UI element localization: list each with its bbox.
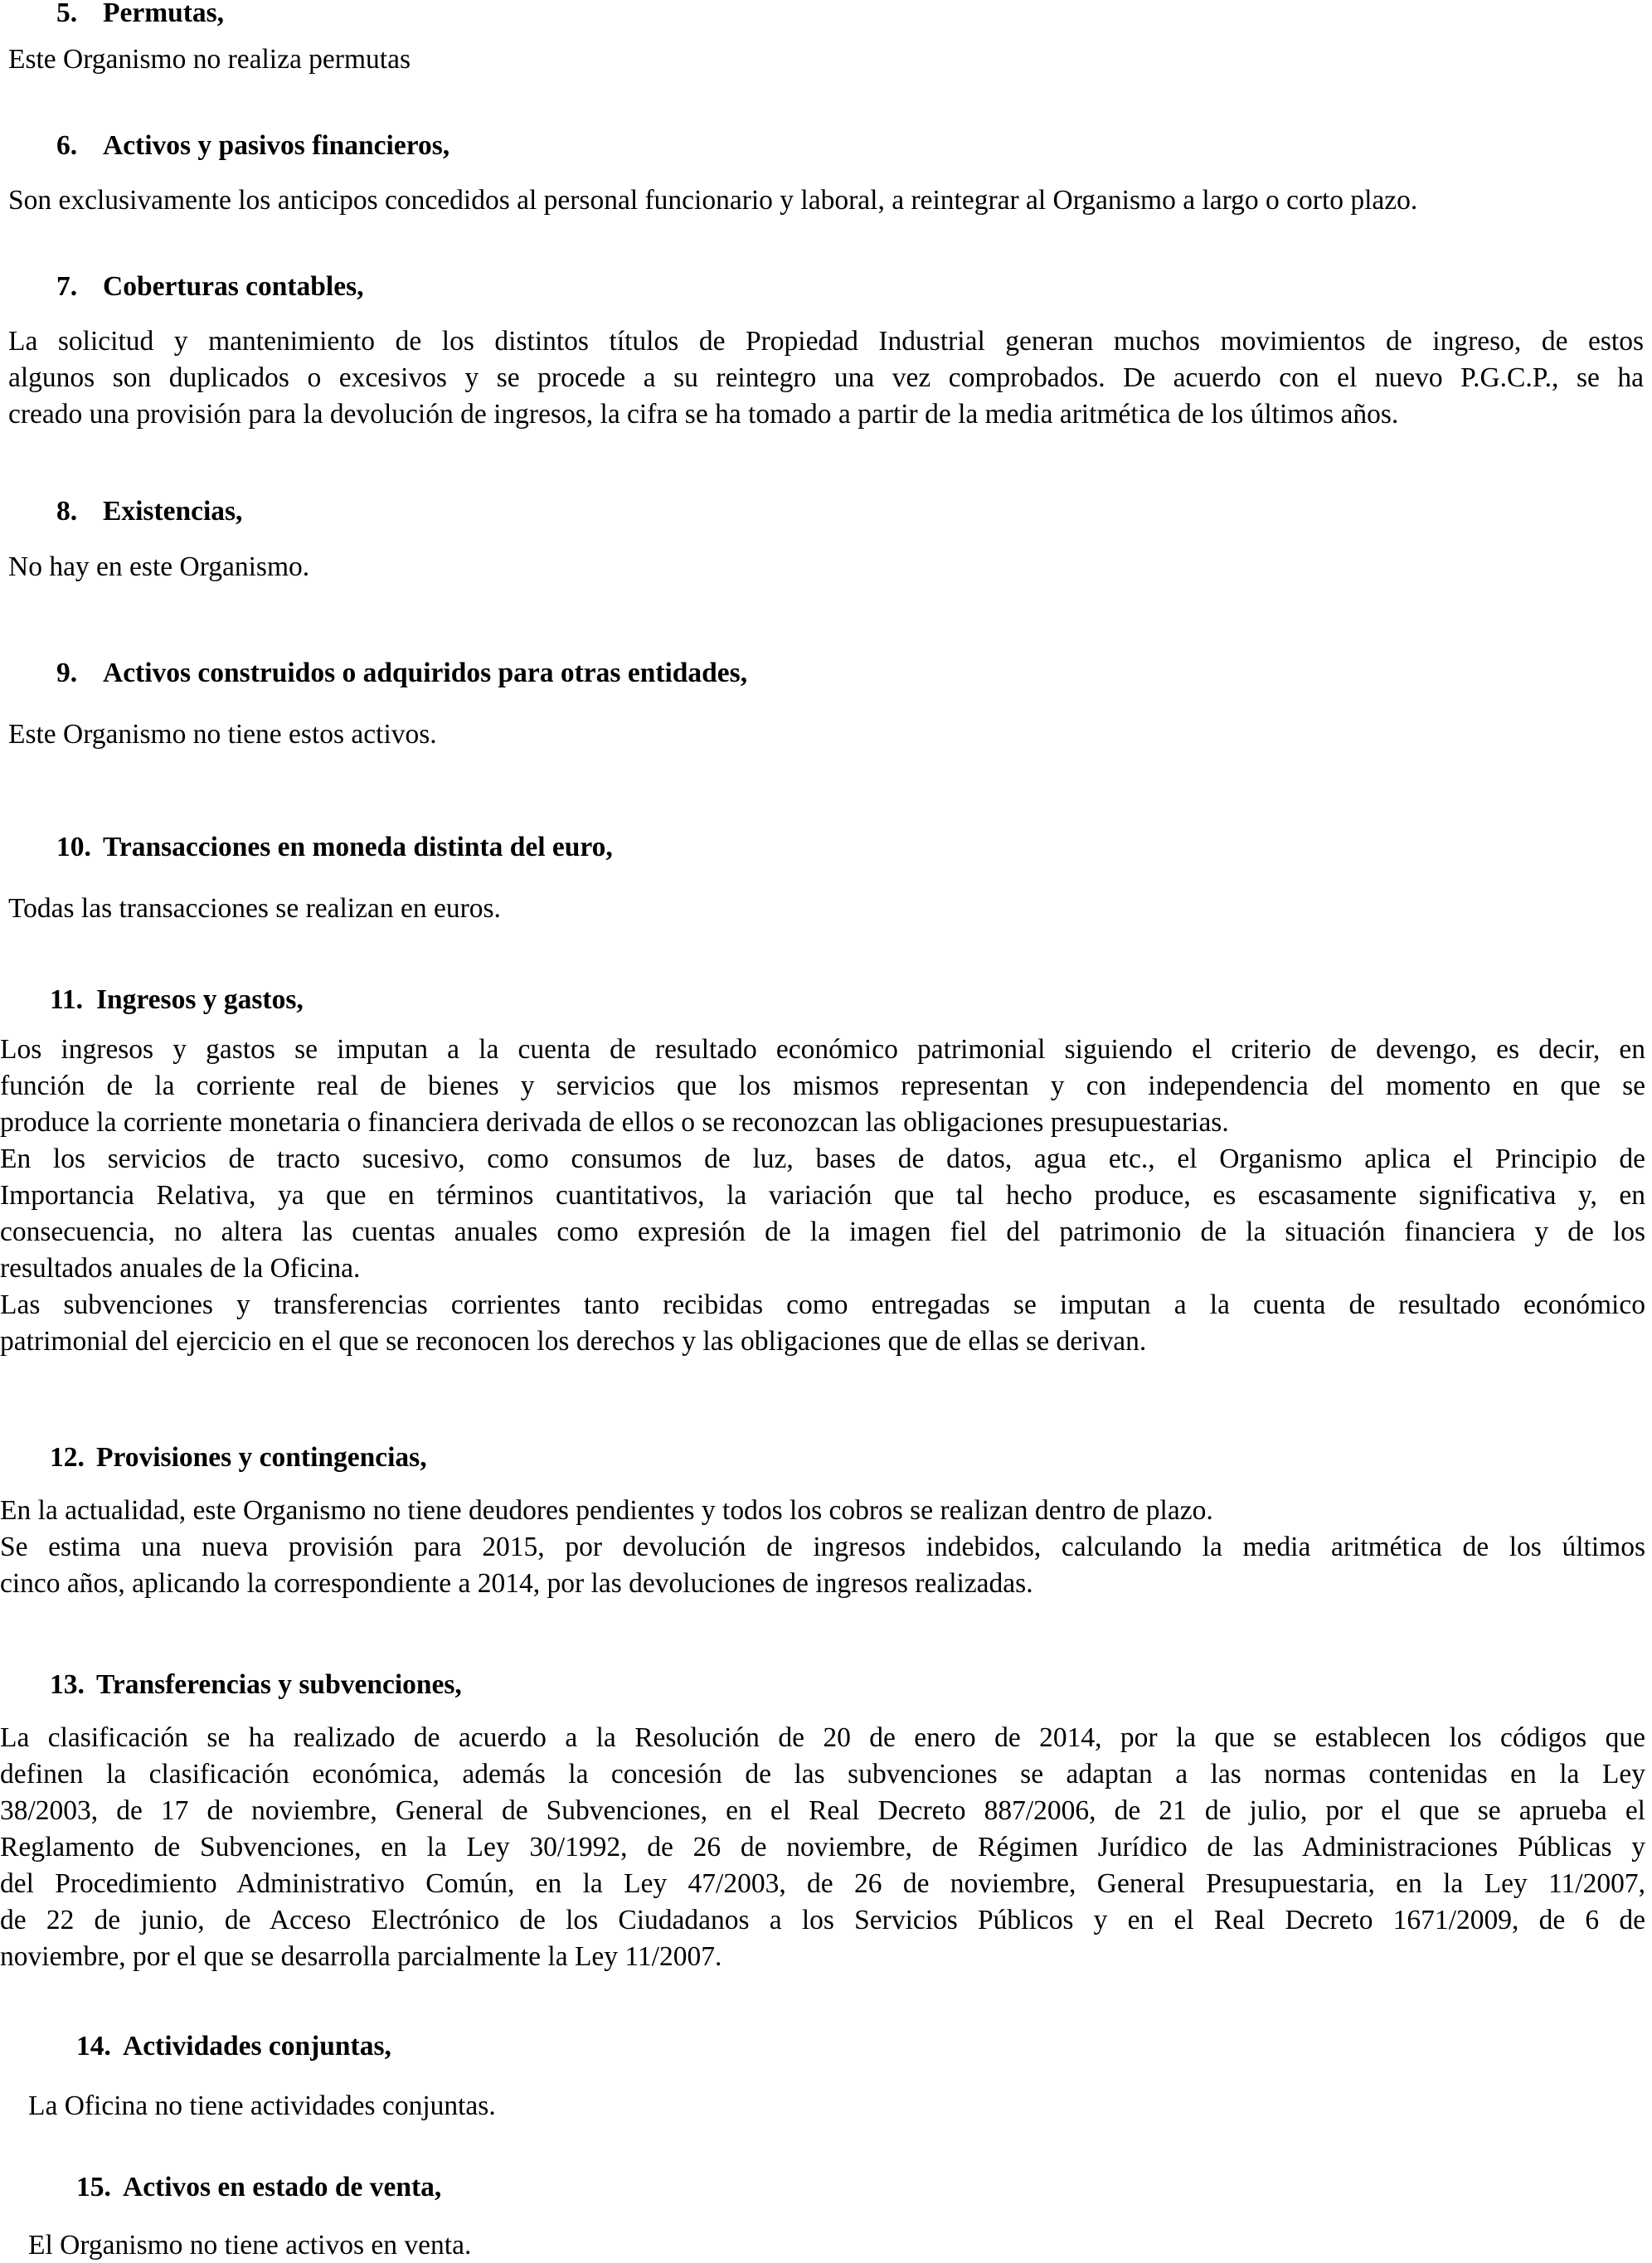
section-body: El Organismo no tiene activos en venta. xyxy=(28,2230,472,2261)
section-heading xyxy=(76,2171,441,2204)
section-title: Transacciones en moneda distinta del euro, xyxy=(103,832,613,862)
body-line: En la actualidad, este Organismo no tiene deudores pendientes y todos los cobros se realizan dentro de plazo. xyxy=(0,1495,1213,1526)
body-line: En los servicios de tracto sucesivo, como consumos de luz, bases de datos, agua etc., el Organismo aplica el Principio de xyxy=(0,1144,1645,1174)
body-line: creado una provisión para la devolución de ingresos, la cifra se ha tomado a partir de la media aritmética de los últimos años. xyxy=(8,399,1399,430)
section-title: Existencias, xyxy=(103,496,243,527)
body-line: resultados anuales de la Oficina. xyxy=(0,1253,361,1284)
section-heading xyxy=(56,831,613,864)
body-line: Importancia Relativa, ya que en términos cuantitativos, la variación que tal hecho produce, es escasamente significativa y, en xyxy=(0,1180,1645,1211)
body-line: La solicitud y mantenimiento de los distintos títulos de Propiedad Industrial generan muchos movimientos de ingreso, de estos xyxy=(8,326,1644,357)
section-number: 10. xyxy=(56,832,91,862)
section-number: 6. xyxy=(56,130,78,161)
body-line: del Procedimiento Administrativo Común, en la Ley 47/2003, de 26 de noviembre, General Presupuestaria, en la Ley 11/2007, xyxy=(0,1868,1645,1899)
body-line: 38/2003, de 17 de noviembre, General de Subvenciones, en el Real Decreto 887/2006, de 21 de julio, por el que se aprueba el xyxy=(0,1795,1645,1826)
section-title: Activos en estado de venta, xyxy=(123,2172,442,2202)
body-line: Reglamento de Subvenciones, en la Ley 30/1992, de 26 de noviembre, de Régimen Jurídico de las Administraciones Públicas y xyxy=(0,1832,1645,1862)
section-body xyxy=(0,1493,1645,1602)
body-line: consecuencia, no altera las cuentas anuales como expresión de la imagen fiel del patrimonio de la situación financiera y de los xyxy=(0,1216,1645,1247)
section-title: Provisiones y contingencias, xyxy=(96,1442,427,1473)
section-title: Ingresos y gastos, xyxy=(96,984,304,1015)
section-heading xyxy=(56,129,449,163)
section-number: 11. xyxy=(50,984,84,1015)
body-line: produce la corriente monetaria o financiera derivada de ellos o se reconozcan las obligaciones presupuestarias. xyxy=(0,1107,1229,1138)
section-title: Activos construidos o adquiridos para otras entidades, xyxy=(103,658,748,688)
section-body: No hay en este Organismo. xyxy=(8,551,310,582)
section-number: 12. xyxy=(50,1442,85,1473)
section-body: Son exclusivamente los anticipos concedidos al personal funcionario y laboral, a reintegrar al Organismo a largo o corto plazo. xyxy=(8,185,1418,216)
section-title: Activos y pasivos financieros, xyxy=(103,130,450,161)
section-number: 15. xyxy=(76,2172,111,2202)
section-heading xyxy=(56,0,224,30)
body-line: algunos son duplicados o excesivos y se procede a su reintegro una vez comprobados. De acuerdo con el nuevo P.G.C.P., se ha xyxy=(8,362,1644,393)
body-line: Las subvenciones y transferencias corrientes tanto recibidas como entregadas se imputan a la cuenta de resultado económico xyxy=(0,1289,1645,1320)
section-title: Permutas, xyxy=(103,0,225,28)
section-title: Actividades conjuntas, xyxy=(123,2031,391,2061)
section-heading xyxy=(56,495,242,528)
body-line: Se estima una nueva provisión para 2015, por devolución de ingresos indebidos, calculando la media aritmética de los últimos xyxy=(0,1532,1645,1562)
section-number: 8. xyxy=(56,496,78,527)
section-heading xyxy=(50,983,304,1017)
section-heading xyxy=(56,657,747,690)
section-body: La Oficina no tiene actividades conjuntas. xyxy=(28,2091,496,2121)
section-body xyxy=(0,1032,1645,1360)
body-line: de 22 de junio, de Acceso Electrónico de los Ciudadanos a los Servicios Públicos y en el Real Decreto 1671/2009, de 6 de xyxy=(0,1905,1645,1935)
body-line: cinco años, aplicando la correspondiente a 2014, por las devoluciones de ingresos realizadas. xyxy=(0,1568,1033,1599)
section-body: Este Organismo no tiene estos activos. xyxy=(8,719,437,750)
section-number: 9. xyxy=(56,658,78,688)
section-number: 7. xyxy=(56,271,78,302)
section-heading xyxy=(76,2030,391,2063)
body-line: definen la clasificación económica, además la concesión de las subvenciones se adaptan a las normas contenidas en la Ley xyxy=(0,1759,1645,1790)
section-body xyxy=(8,323,1644,433)
section-number: 13. xyxy=(50,1669,85,1700)
body-line: función de la corriente real de bienes y servicios que los mismos representan y con independencia del momento en que se xyxy=(0,1071,1645,1101)
body-line: La clasificación se ha realizado de acuerdo a la Resolución de 20 de enero de 2014, por la que se establecen los códigos que xyxy=(0,1722,1645,1753)
section-heading xyxy=(56,270,364,304)
body-line: Los ingresos y gastos se imputan a la cuenta de resultado económico patrimonial siguiendo el criterio de devengo, es decir, en xyxy=(0,1034,1645,1065)
section-body: Todas las transacciones se realizan en euros. xyxy=(8,893,501,924)
section-title: Transferencias y subvenciones, xyxy=(96,1669,462,1700)
body-line: noviembre, por el que se desarrolla parcialmente la Ley 11/2007. xyxy=(0,1941,722,1972)
section-body xyxy=(0,1720,1645,1975)
section-heading xyxy=(50,1441,427,1474)
body-line: patrimonial del ejercicio en el que se reconocen los derechos y las obligaciones que de ellas se derivan. xyxy=(0,1326,1147,1357)
section-number: 14. xyxy=(76,2031,111,2061)
section-heading xyxy=(50,1668,462,1702)
section-title: Coberturas contables, xyxy=(103,271,364,302)
section-body: Este Organismo no realiza permutas xyxy=(8,44,411,75)
section-number: 5. xyxy=(56,0,78,28)
